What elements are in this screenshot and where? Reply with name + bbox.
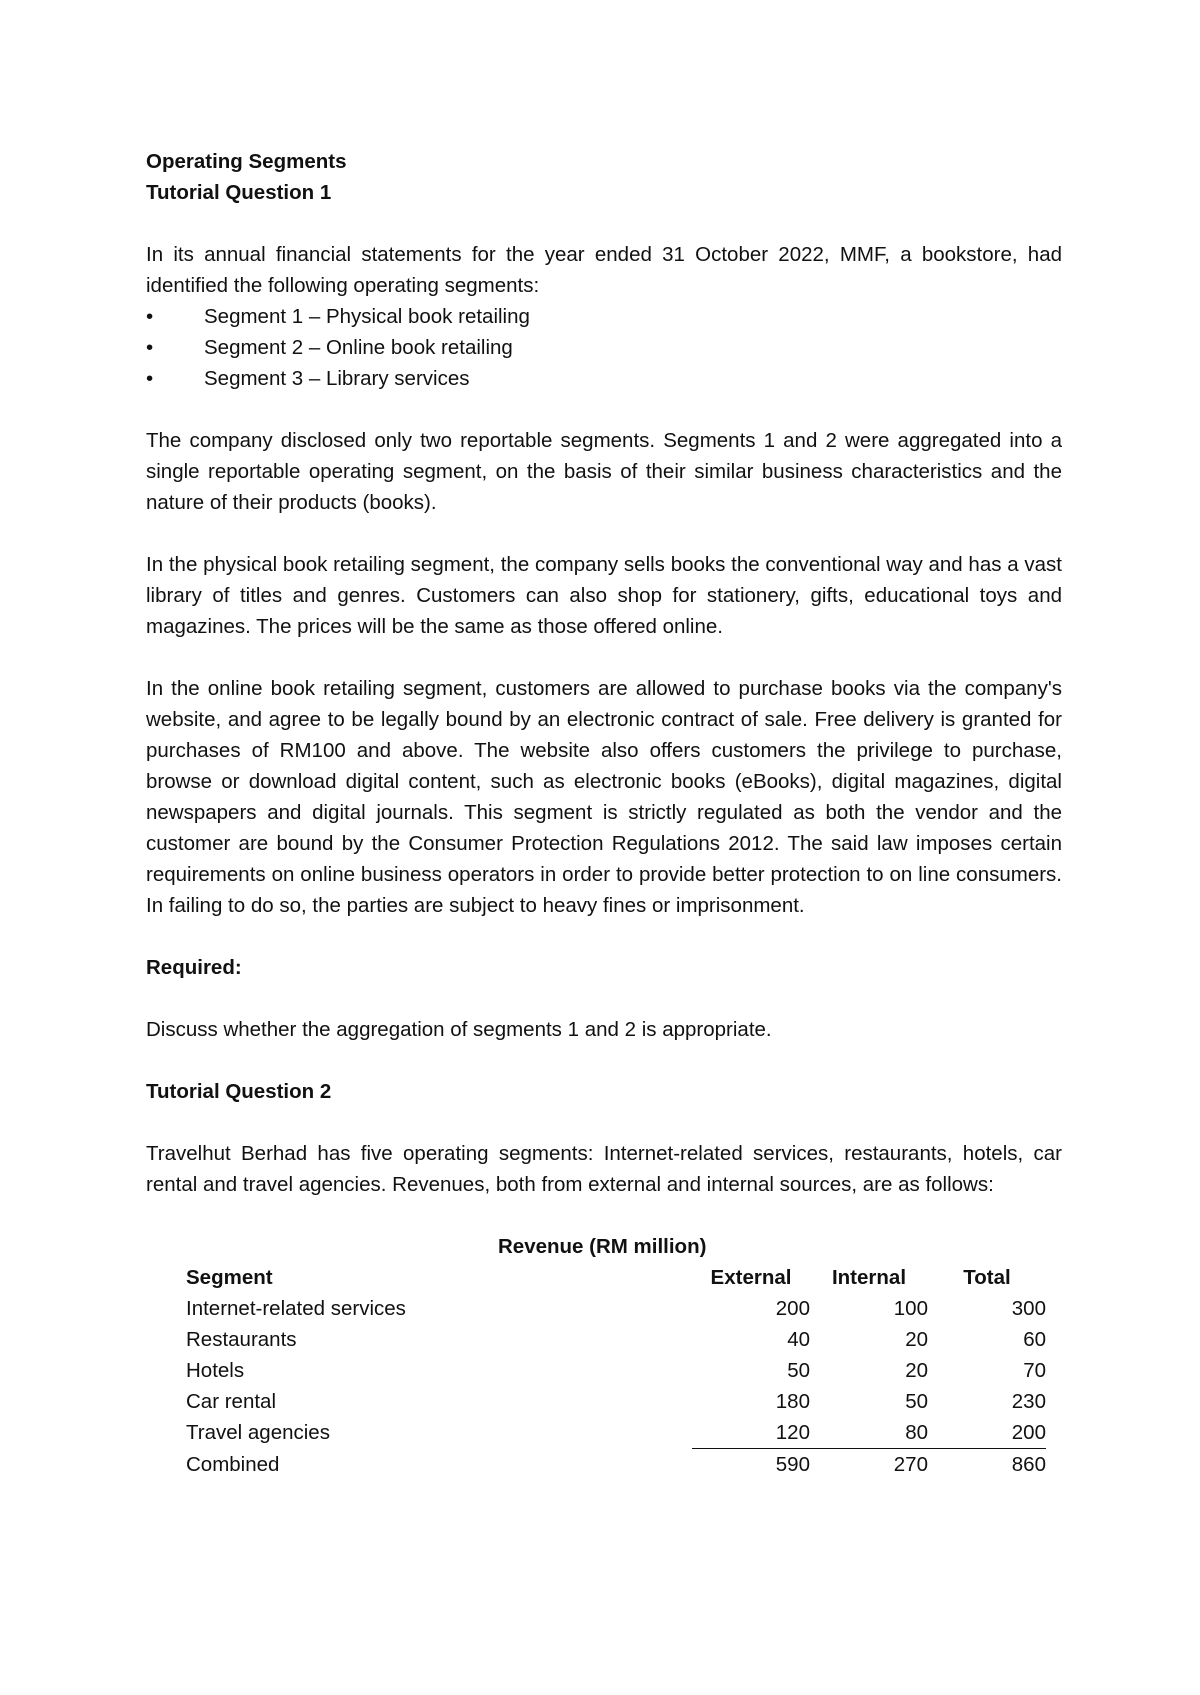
column-header: Total (963, 1266, 1011, 1289)
list-item: • Segment 3 – Library services (146, 363, 1062, 394)
bullet-icon: • (146, 305, 154, 328)
q2-title: Tutorial Question 2 (146, 1080, 332, 1103)
table-row: Hotels 50 20 70 (186, 1359, 1046, 1382)
document-heading: Operating Segments (146, 150, 347, 173)
q1-paragraph-aggregation: The company disclosed only two reportable segments. Segments 1 and 2 were aggregated into a single reportable operating segment, on the basis of their similar business characteristics and the nature of their products (books). (146, 429, 1062, 514)
required-label: Required: (146, 956, 242, 979)
q1-title: Tutorial Question 1 (146, 181, 332, 204)
table-row: Travel agencies 120 80 200 (186, 1421, 1046, 1445)
revenue-table-block (186, 1231, 1046, 1480)
table-row: Car rental 180 50 230 (186, 1390, 1046, 1413)
q1-intro: In its annual financial statements for the year ended 31 October 2022, MMF, a bookstore, had identified the following operating segments: (146, 243, 1062, 297)
column-header: External (710, 1266, 792, 1289)
table-total-row: Combined 590 270 860 (186, 1449, 1046, 1481)
q1-paragraph-physical: In the physical book retailing segment, the company sells books the conventional way and has a vast library of titles and genres. Customers can also shop for stationery, gifts, educational toys and magazines. The prices will be the same as those offered online. (146, 553, 1062, 638)
revenue-table (186, 1231, 1046, 1480)
q1-paragraph-online: In the online book retailing segment, customers are allowed to purchase books via the company's website, and agree to be legally bound by an electronic contract of sale. Free delivery is granted for purchases of RM100 and above. The website also offers customers the privilege to purchase, browse or download digital content, such as electronic books (eBooks), digital magazines, digital newspapers and digital journals. This segment is strictly regulated as both the vendor and the customer are bound by the Consumer Protection Regulations 2012. The said law imposes certain requirements on online business operators in order to provide better protection to on line consumers. In failing to do so, the parties are subject to heavy fines or imprisonment. (146, 677, 1062, 917)
table-header-row (186, 1262, 1046, 1293)
bullet-icon: • (146, 336, 154, 359)
table-caption: Revenue (RM million) (498, 1235, 707, 1258)
q2-intro: Travelhut Berhad has five operating segments: Internet-related services, restaurants, hotels, car rental and travel agencies. Revenues, both from external and internal sources, are as follows: (146, 1142, 1062, 1196)
segment-list (146, 301, 1062, 394)
list-item: • Segment 1 – Physical book retailing (146, 301, 1062, 332)
bullet-icon: • (146, 367, 154, 390)
table-row: Internet-related services 200 100 300 (186, 1297, 1046, 1320)
required-text: Discuss whether the aggregation of segments 1 and 2 is appropriate. (146, 1018, 772, 1041)
column-header: Internal (831, 1266, 907, 1289)
document-body (146, 146, 1062, 1480)
table-row: Restaurants 40 20 60 (186, 1328, 1046, 1351)
list-item: • Segment 2 – Online book retailing (146, 332, 1062, 363)
column-header: Segment (186, 1266, 273, 1289)
